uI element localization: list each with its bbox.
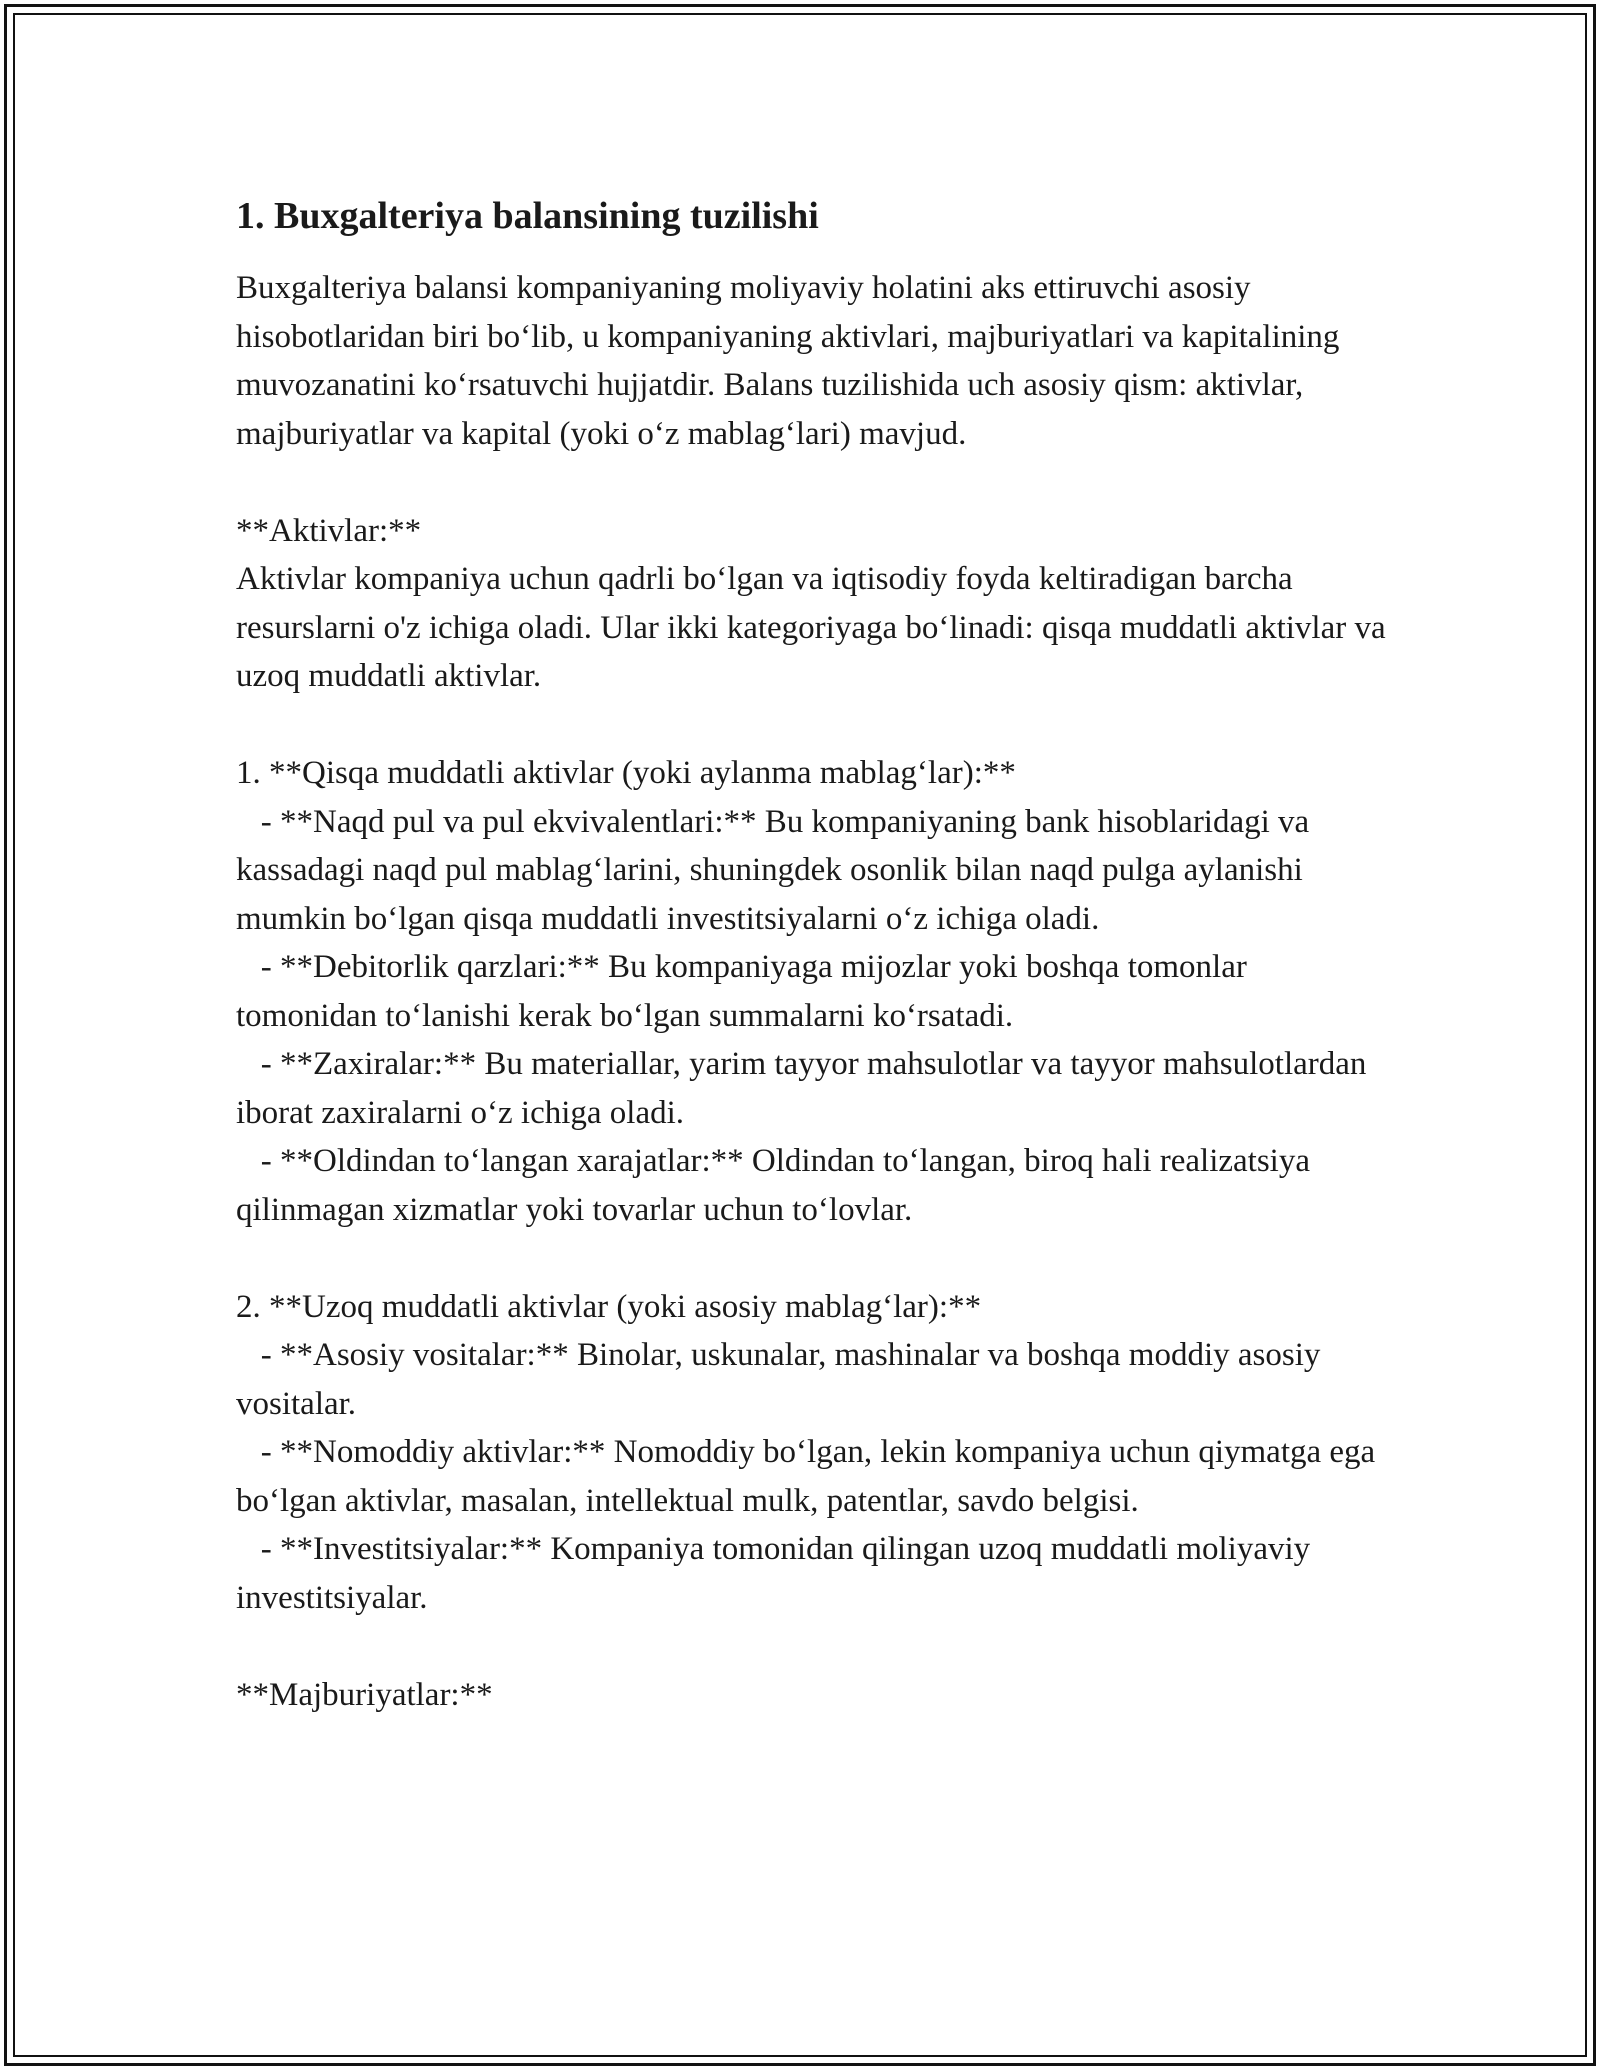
- list-item: - **Nomoddiy aktivlar:** Nomoddiy bo‘lgan, lekin kompaniya uchun qiymatga ega bo‘lgan aktivlar, masalan, intellektual mulk, patentlar, savdo belgisi.: [236, 1434, 1384, 1519]
- aktivlar-title: **Aktivlar:**: [236, 512, 422, 549]
- spacer: [236, 1234, 1396, 1283]
- list-item: - **Zaxiralar:** Bu materiallar, yarim tayyor mahsulotlar va tayyor mahsulotlardan iborat zaxiralarni o‘z ichiga oladi.: [236, 1046, 1375, 1131]
- document-body: [236, 188, 1396, 1719]
- long-term-assets-title: 2. **Uzoq muddatli aktivlar (yoki asosiy mablag‘lar):**: [236, 1288, 982, 1325]
- spacer: [236, 701, 1396, 750]
- short-term-assets-title: 1. **Qisqa muddatli aktivlar (yoki aylanma mablag‘lar):**: [236, 755, 1016, 791]
- list-item: - **Investitsiyalar:** Kompaniya tomonidan qilingan uzoq muddatli moliyaviy investitsiyalar.: [236, 1531, 1319, 1616]
- list-item: - **Debitorlik qarzlari:** Bu kompaniyaga mijozlar yoki boshqa tomonlar tomonidan to‘lanishi kerak bo‘lgan summalarni ko‘rsatadi.: [236, 949, 1256, 1034]
- list-item: - **Asosiy vositalar:** Binolar, uskunalar, mashinalar va boshqa moddiy asosiy vositalar.: [236, 1337, 1329, 1422]
- list-item: - **Oldindan to‘langan xarajatlar:** Oldindan to‘langan, biroq hali realizatsiya qilinmagan xizmatlar yoki tovarlar uchun to‘lovlar.: [236, 1143, 1319, 1228]
- spacer: [236, 1622, 1396, 1671]
- list-item: - **Naqd pul va pul ekvivalentlari:** Bu kompaniyaning bank hisoblaridagi va kassadagi naqd pul mablag‘larini, shuningdek osonlik bilan naqd pulga aylanishi mumkin bo‘lgan qisqa muddatli investitsiyalarni o‘z ichiga oladi.: [236, 803, 1318, 937]
- aktivlar-paragraph: Aktivlar kompaniya uchun qadrli bo‘lgan va iqtisodiy foyda keltiradigan barcha resurslarni o'z ichiga oladi. Ular ikki kategoriyaga bo‘linadi: qisqa muddatli aktivlar va uzoq muddatli aktivlar.: [236, 561, 1394, 694]
- intro-paragraph: Buxgalteriya balansi kompaniyaning moliyaviy holatini aks ettiruvchi asosiy hisobotlaridan biri bo‘lib, u kompaniyaning aktivlari, majburiyatlari va kapitalining muvozanatini ko‘rsatuvchi hujjatdir. Balans tuzilishida uch asosiy qism: aktivlar, majburiyatlar va kapital (yoki o‘z mablag‘lari) mavjud.: [236, 270, 1348, 452]
- majburiyatlar-title: **Majburiyatlar:**: [236, 1676, 493, 1713]
- section-heading: 1. Buxgalteriya balansining tuzilishi: [236, 195, 819, 237]
- spacer: [236, 458, 1396, 507]
